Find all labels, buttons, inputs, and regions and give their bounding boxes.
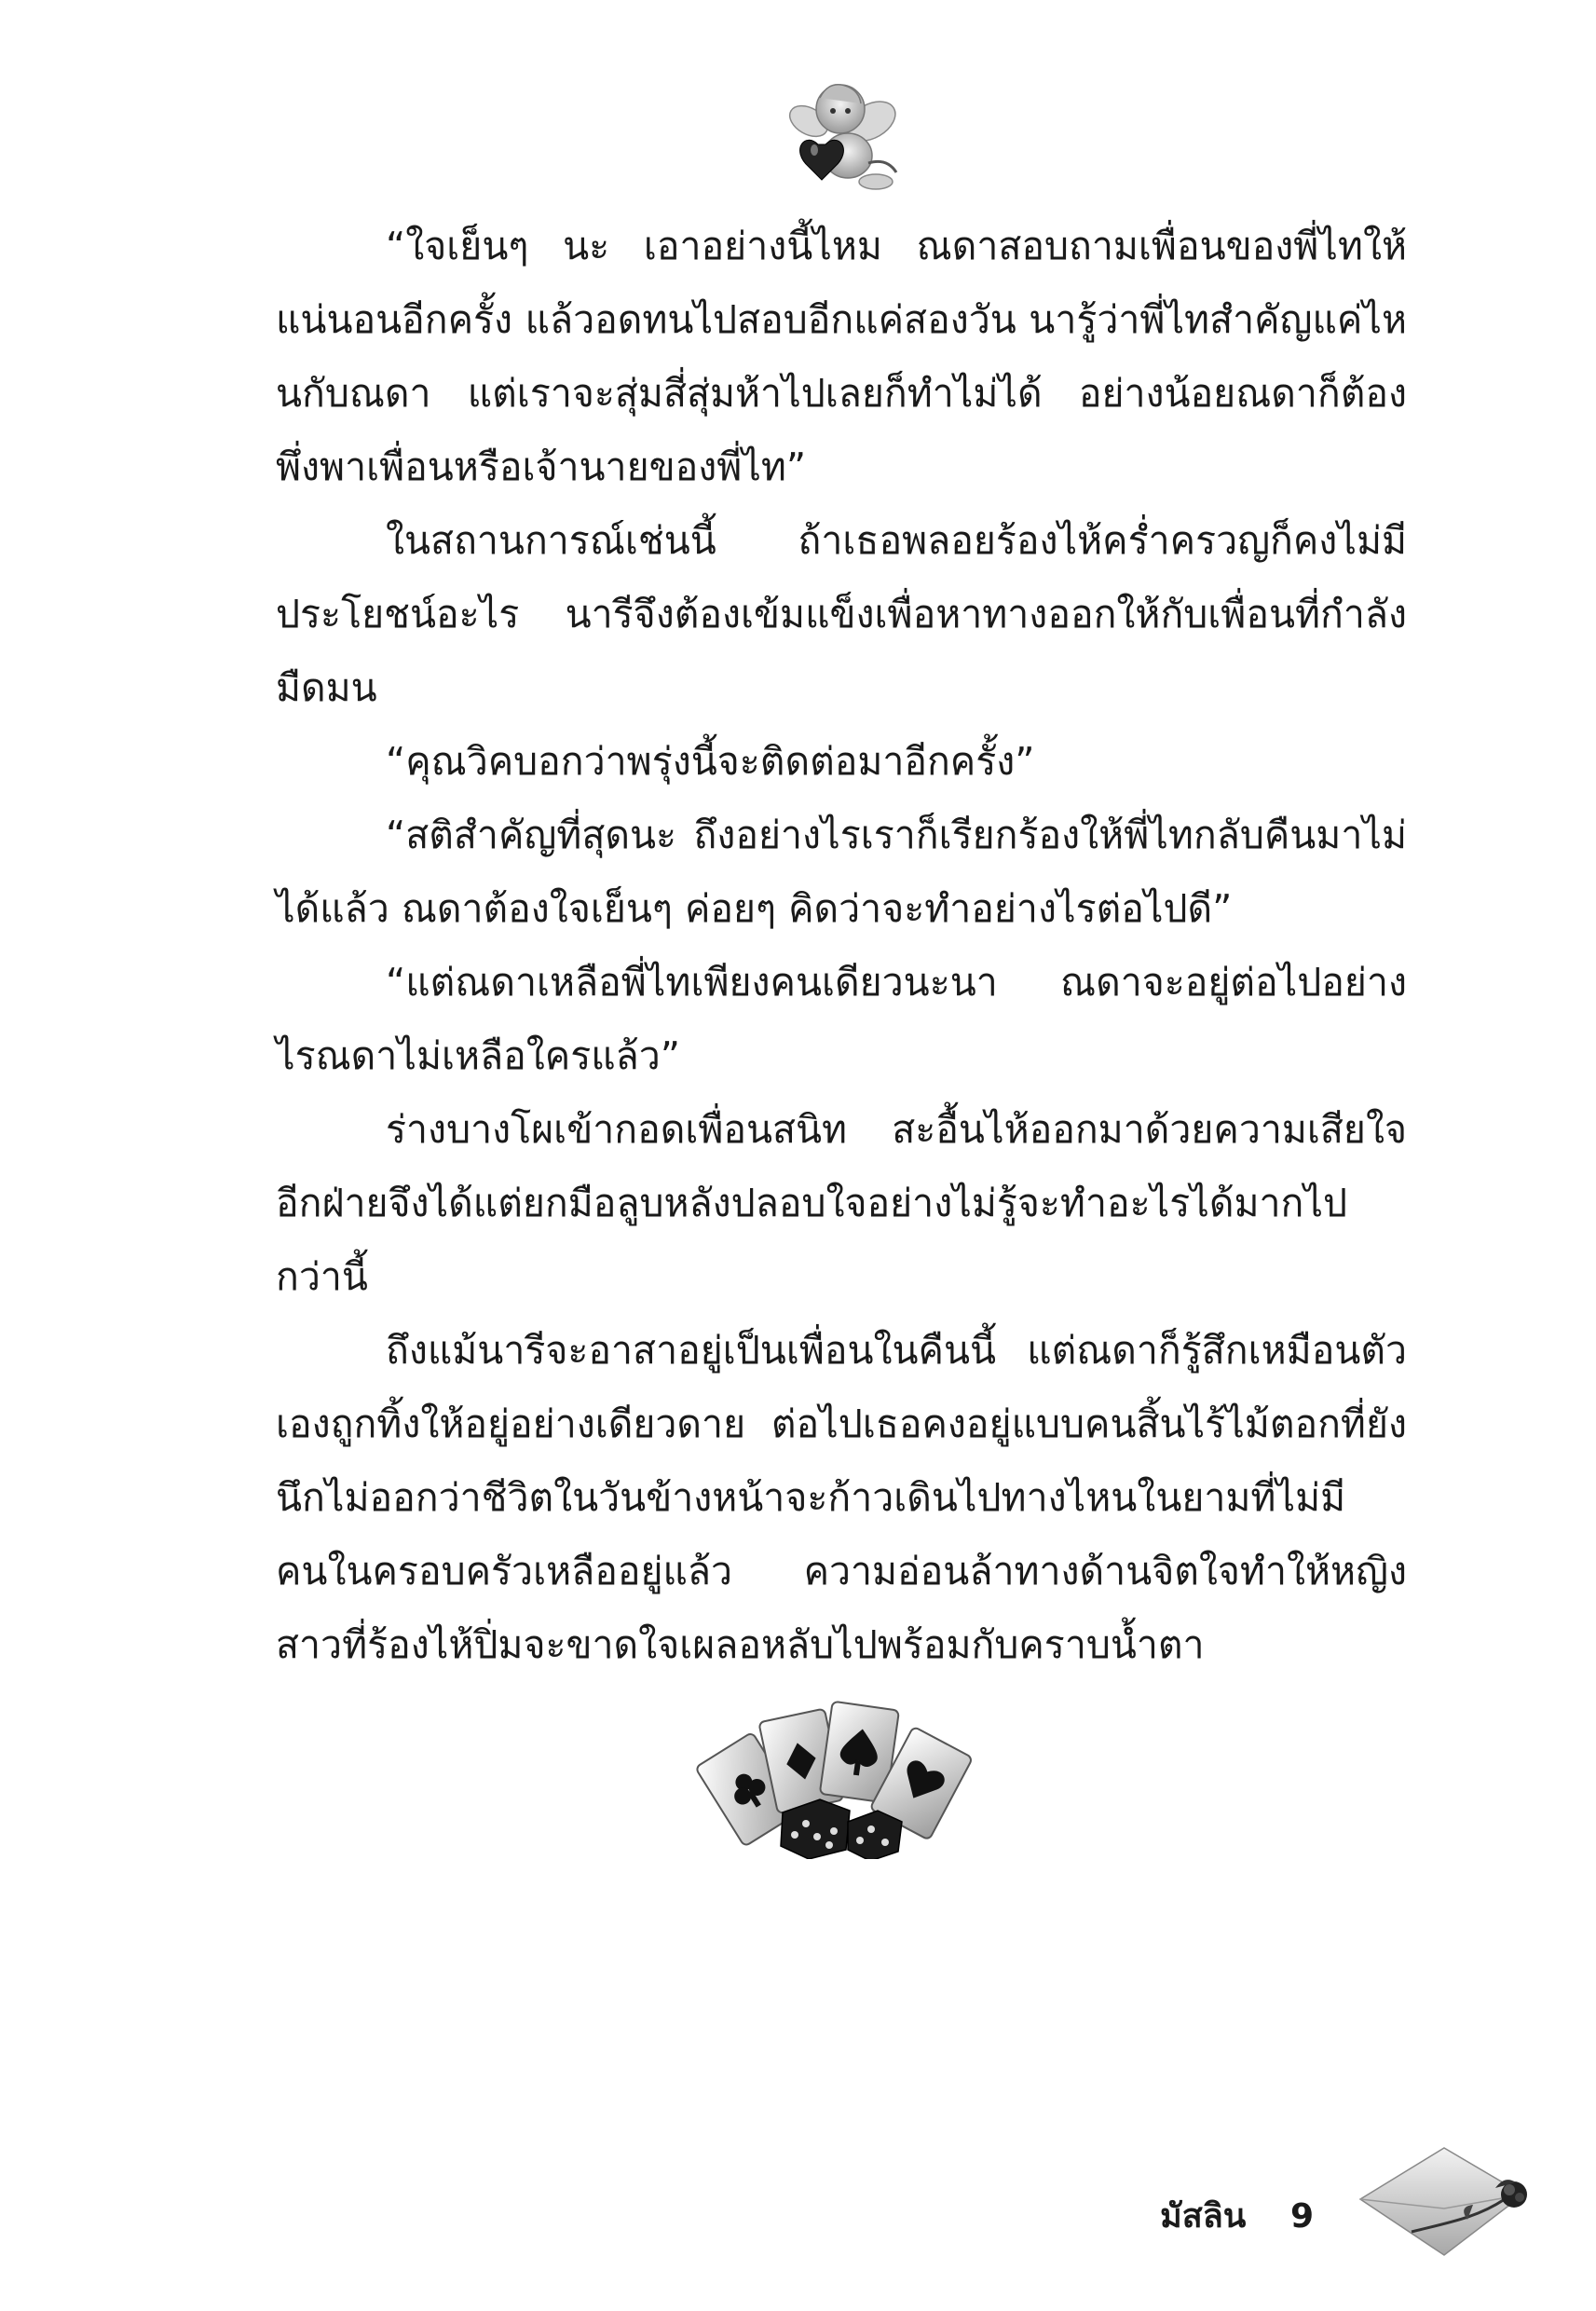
cupid-with-heart-icon: [783, 70, 904, 191]
paragraph: “แต่ณดาเหลือพี่ไทเพียงคนเดียวนะนา ณดาจะอยู่ต่อไปอย่างไรณดาไม่เหลือใครแล้ว”: [276, 960, 1407, 1078]
paragraph: “ใจเย็นๆ นะ เอาอย่างนี้ไหม ณดาสอบถามเพื่อนของพี่ไทให้แน่นอนอีกครั้ง แล้วอดทนไปสอบอีกแค่สองวัน นารู้ว่าพี่ไทสำคัญแค่ไหนกับณดา แต่เราจะสุ่มสี่สุ่มห้าไปเลยก็ทำไม่ได้ อย่างน้อยณดาก็ต้องพึ่งพาเพื่อนหรือเจ้านายของพี่ไท”: [276, 224, 1407, 489]
paragraph: “คุณวิคบอกว่าพรุ่งนี้จะติดต่อมาอีกครั้ง”: [386, 739, 1035, 784]
paragraph: ถึงแม้นารีจะอาสาอยู่เป็นเพื่อนในคืนนี้ แต่ณดาก็รู้สึกเหมือนตัวเองถูกทิ้งให้อยู่อย่างเดียวดาย ต่อไปเธอคงอยู่แบบคนสิ้นไร้ไม้ตอกที่ยังนึกไม่ออกว่าชีวิตในวันข้างหน้าจะก้าวเดินไปทางไหนในยามที่ไม่มีคนในครอบครัวเหลืออยู่แล้ว ความอ่อนล้าทางด้านจิตใจทำให้หญิงสาวที่ร้องไห้ปิ่มจะขาดใจเผลอหลับไปพร้อมกับคราบน้ำตา: [276, 1328, 1407, 1667]
page-number: 9: [1290, 2197, 1315, 2236]
paragraph: ร่างบางโผเข้ากอดเพื่อนสนิท สะอื้นไห้ออกมาด้วยความเสียใจอีกฝ่ายจึงได้แต่ยกมือลูบหลังปลอบใจอย่างไม่รู้จะทำอะไรได้มากไปกว่านี้: [276, 1107, 1407, 1299]
paragraph: “สติสำคัญที่สุดนะ ถึงอย่างไรเราก็เรียกร้องให้พี่ไทกลับคืนมาไม่ได้แล้ว ณดาต้องใจเย็นๆ ค่อยๆ คิดว่าจะทำอย่างไรต่อไปดี”: [276, 813, 1407, 931]
playing-cards-and-dice-icon: [694, 1691, 992, 1859]
envelope-with-rose-icon: [1356, 2143, 1542, 2264]
paragraph: ในสถานการณ์เช่นนี้ ถ้าเธอพลอยร้องไห้คร่ำครวญก็คงไม่มีประโยชน์อะไร นารีจึงต้องเข้มแข็งเพื่อหาทางออกให้กับเพื่อนที่กำลังมืดมน: [276, 518, 1407, 710]
body-text: [276, 210, 1407, 1682]
book-title: มัสลิน: [1160, 2197, 1247, 2236]
